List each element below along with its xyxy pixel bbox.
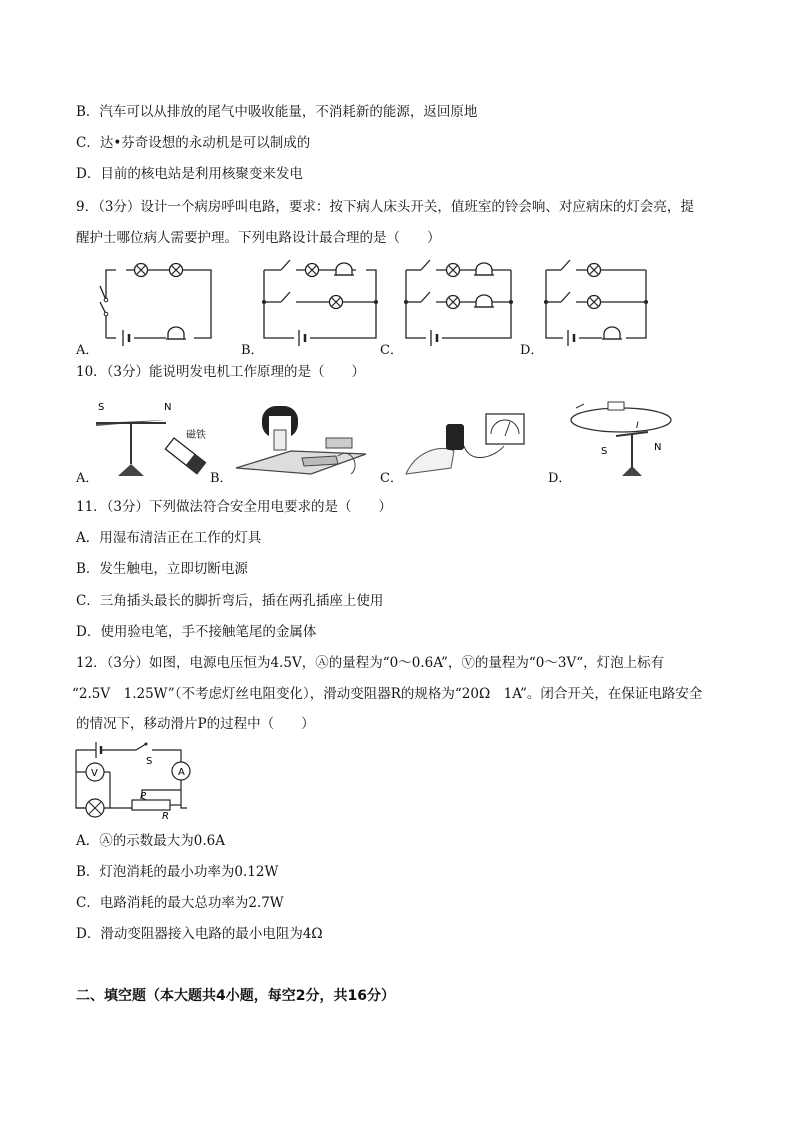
section-2-title: 二、填空题（本大题共4小题，每空2分，共16分） (76, 988, 395, 1004)
q12-option-b: B．灯泡消耗的最小功率为0.12W (76, 864, 279, 880)
q11-option-d: D．使用验电笔，手不接触笔尾的金属体 (76, 624, 317, 640)
q9-circuit-b (264, 260, 376, 338)
q12-option-c: C．电路消耗的最大总功率为2.7W (76, 895, 284, 911)
q11-stem: 11．（3分）下列做法符合安全用电要求的是（ ） (76, 499, 393, 515)
q8-option-d: D．目前的核电站是利用核聚变来发电 (76, 166, 303, 182)
q9-label-a: A． (76, 343, 99, 358)
q9-label-b: B． (241, 343, 264, 358)
q8-option-b: B．汽车可以从排放的尾气中吸收能量，不消耗新的能源，返回原地 (76, 104, 478, 120)
q12-slider-label: P (140, 791, 147, 802)
q10-figures (76, 396, 676, 486)
q12-stem-line1: 12．（3分）如图，电源电压恒为4.5V，Ⓐ的量程为“0～0.6A”，Ⓥ的量程为“0～3V“，灯泡上标有 (76, 655, 665, 671)
q10-figure-b (236, 406, 366, 474)
q10-label-c: C． (380, 471, 403, 486)
q9-figures (76, 258, 736, 358)
q10-d-current-label: I (636, 421, 639, 431)
q12-switch-label: S (146, 756, 153, 767)
q10-a-n-label: N (164, 402, 172, 413)
q12-option-d: D．滑动变阻器接入电路的最小电阻为4Ω (76, 926, 323, 942)
q12-stem-line3: 的情况下，移动滑片P的过程中（ ） (76, 716, 315, 732)
q10-d-s-label: S (601, 446, 608, 457)
q9-stem-line1: 9．（3分）设计一个病房呼叫电路，要求：按下病人床头开关，值班室的铃会响、对应病床的灯会亮，提 (76, 199, 694, 215)
q10-stem: 10．（3分）能说明发电机工作原理的是（ ） (76, 364, 366, 380)
q12-stem-line2: “2.5V 1.25W”（不考虑灯丝电阻变化），滑动变阻器R的规格为“20Ω 1A”。闭合开关，在保证电路安全 (72, 686, 703, 702)
q10-d-n-label: N (654, 442, 662, 453)
q11-option-a: A．用湿布清洁正在工作的灯具 (76, 530, 262, 546)
q11-option-b: B．发生触电，立即切断电源 (76, 561, 248, 577)
q10-label-a: A． (76, 471, 99, 486)
q10-figure-c (406, 414, 524, 474)
q12-voltmeter-label: V (91, 768, 98, 779)
q12-option-a: A．Ⓐ的示数最大为0.6A (76, 833, 225, 849)
q12-circuit (70, 742, 200, 820)
q10-a-magnet-label: 磁铁 (186, 430, 206, 441)
q11-option-c: C．三角插头最长的脚折弯后，插在两孔插座上使用 (76, 593, 384, 609)
q10-label-d: D． (548, 471, 572, 486)
q10-figure-d (571, 402, 671, 476)
q12-ammeter-label: A (178, 767, 185, 778)
q9-stem-line2: 醒护士哪位病人需要护理。下列电路设计最合理的是（ ） (76, 230, 441, 246)
q10-figure-a (96, 420, 206, 476)
q12-rheostat-label: R (162, 811, 169, 820)
q10-label-b: B． (210, 471, 233, 486)
q9-label-d: D． (520, 343, 544, 358)
q9-label-c: C． (380, 343, 403, 358)
q10-a-s-label: S (98, 402, 105, 413)
q8-option-c: C．达•芬奇设想的永动机是可以制成的 (76, 135, 311, 151)
